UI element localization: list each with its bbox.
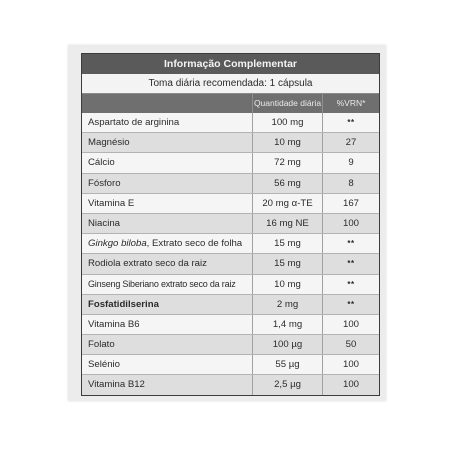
ingredient-name (82, 234, 252, 253)
ingredient-quantity: 20 mg α-TE (252, 194, 322, 213)
ingredient-name-rest: , Extrato seco de folha (146, 238, 243, 250)
header-vrn: %VRN* (322, 94, 379, 113)
ingredient-quantity: 2 mg (252, 295, 322, 314)
ingredient-quantity: 10 mg (252, 133, 322, 152)
ingredient-name: Rodiola extrato seco da raiz (88, 258, 207, 270)
ingredient-name: Vitamina E (88, 197, 135, 209)
ingredient-quantity: 100 µg (252, 335, 322, 354)
ingredient-name: Fósforo (88, 177, 121, 189)
ingredient-vrn: 167 (322, 194, 379, 213)
ingredient-quantity: 55 µg (252, 355, 322, 374)
ingredient-quantity: 10 mg (252, 275, 322, 294)
table-row (82, 113, 379, 133)
ingredient-vrn: 100 (322, 315, 379, 334)
table-title: Informação Complementar (82, 54, 379, 74)
table-row (82, 174, 379, 194)
ingredient-name: Vitamina B12 (88, 379, 145, 391)
table-row (82, 254, 379, 274)
ingredient-vrn: ** (322, 113, 379, 132)
table-body (82, 113, 379, 395)
daily-dose-text: Toma diária recomendada: 1 cápsula (82, 74, 379, 94)
ingredient-vrn: 50 (322, 335, 379, 354)
ingredient-vrn: 9 (322, 153, 379, 172)
ingredient-quantity: 72 mg (252, 153, 322, 172)
nutrition-table (81, 53, 380, 396)
table-row (82, 214, 379, 234)
header-quantity: Quantidade diária (252, 94, 322, 113)
ingredient-quantity: 15 mg (252, 234, 322, 253)
ingredient-name: Selénio (88, 359, 121, 371)
table-row (82, 153, 379, 173)
ingredient-vrn: ** (322, 234, 379, 253)
table-row (82, 315, 379, 335)
table-row (82, 194, 379, 214)
ingredient-vrn: ** (322, 275, 379, 294)
ingredient-name: Aspartato de arginina (88, 117, 180, 128)
table-row (82, 375, 379, 394)
ingredient-vrn: 8 (322, 174, 379, 193)
table-row (82, 133, 379, 153)
header-name (82, 94, 252, 113)
ingredient-quantity: 56 mg (252, 174, 322, 193)
ingredient-vrn: 100 (322, 355, 379, 374)
ingredient-name: Ginseng Siberiano extrato seco da raiz (88, 278, 236, 289)
ingredient-quantity: 15 mg (252, 254, 322, 273)
ingredient-quantity: 1,4 mg (252, 315, 322, 334)
ingredient-name: Cálcio (88, 157, 115, 169)
table-row (82, 295, 379, 315)
table-row (82, 275, 379, 295)
ingredient-quantity: 2,5 µg (252, 375, 322, 394)
ingredient-vrn: ** (322, 295, 379, 314)
ingredient-quantity: 16 mg NE (252, 214, 322, 233)
ingredient-vrn: 27 (322, 133, 379, 152)
ingredient-name: Fosfatidilserina (88, 298, 159, 310)
ingredient-name: Niacina (88, 217, 120, 229)
ingredient-name: Magnésio (88, 137, 130, 149)
label-card (68, 45, 386, 401)
table-row (82, 234, 379, 254)
ingredient-quantity: 100 mg (252, 113, 322, 132)
ingredient-name: Folato (88, 339, 115, 351)
ingredient-name-italic: Ginkgo biloba (88, 238, 147, 250)
ingredient-name: Vitamina B6 (88, 318, 140, 330)
table-row (82, 355, 379, 375)
table-row (82, 335, 379, 355)
ingredient-vrn: ** (322, 254, 379, 273)
ingredient-vrn: 100 (322, 375, 379, 394)
ingredient-vrn: 100 (322, 214, 379, 233)
table-header (82, 94, 379, 113)
